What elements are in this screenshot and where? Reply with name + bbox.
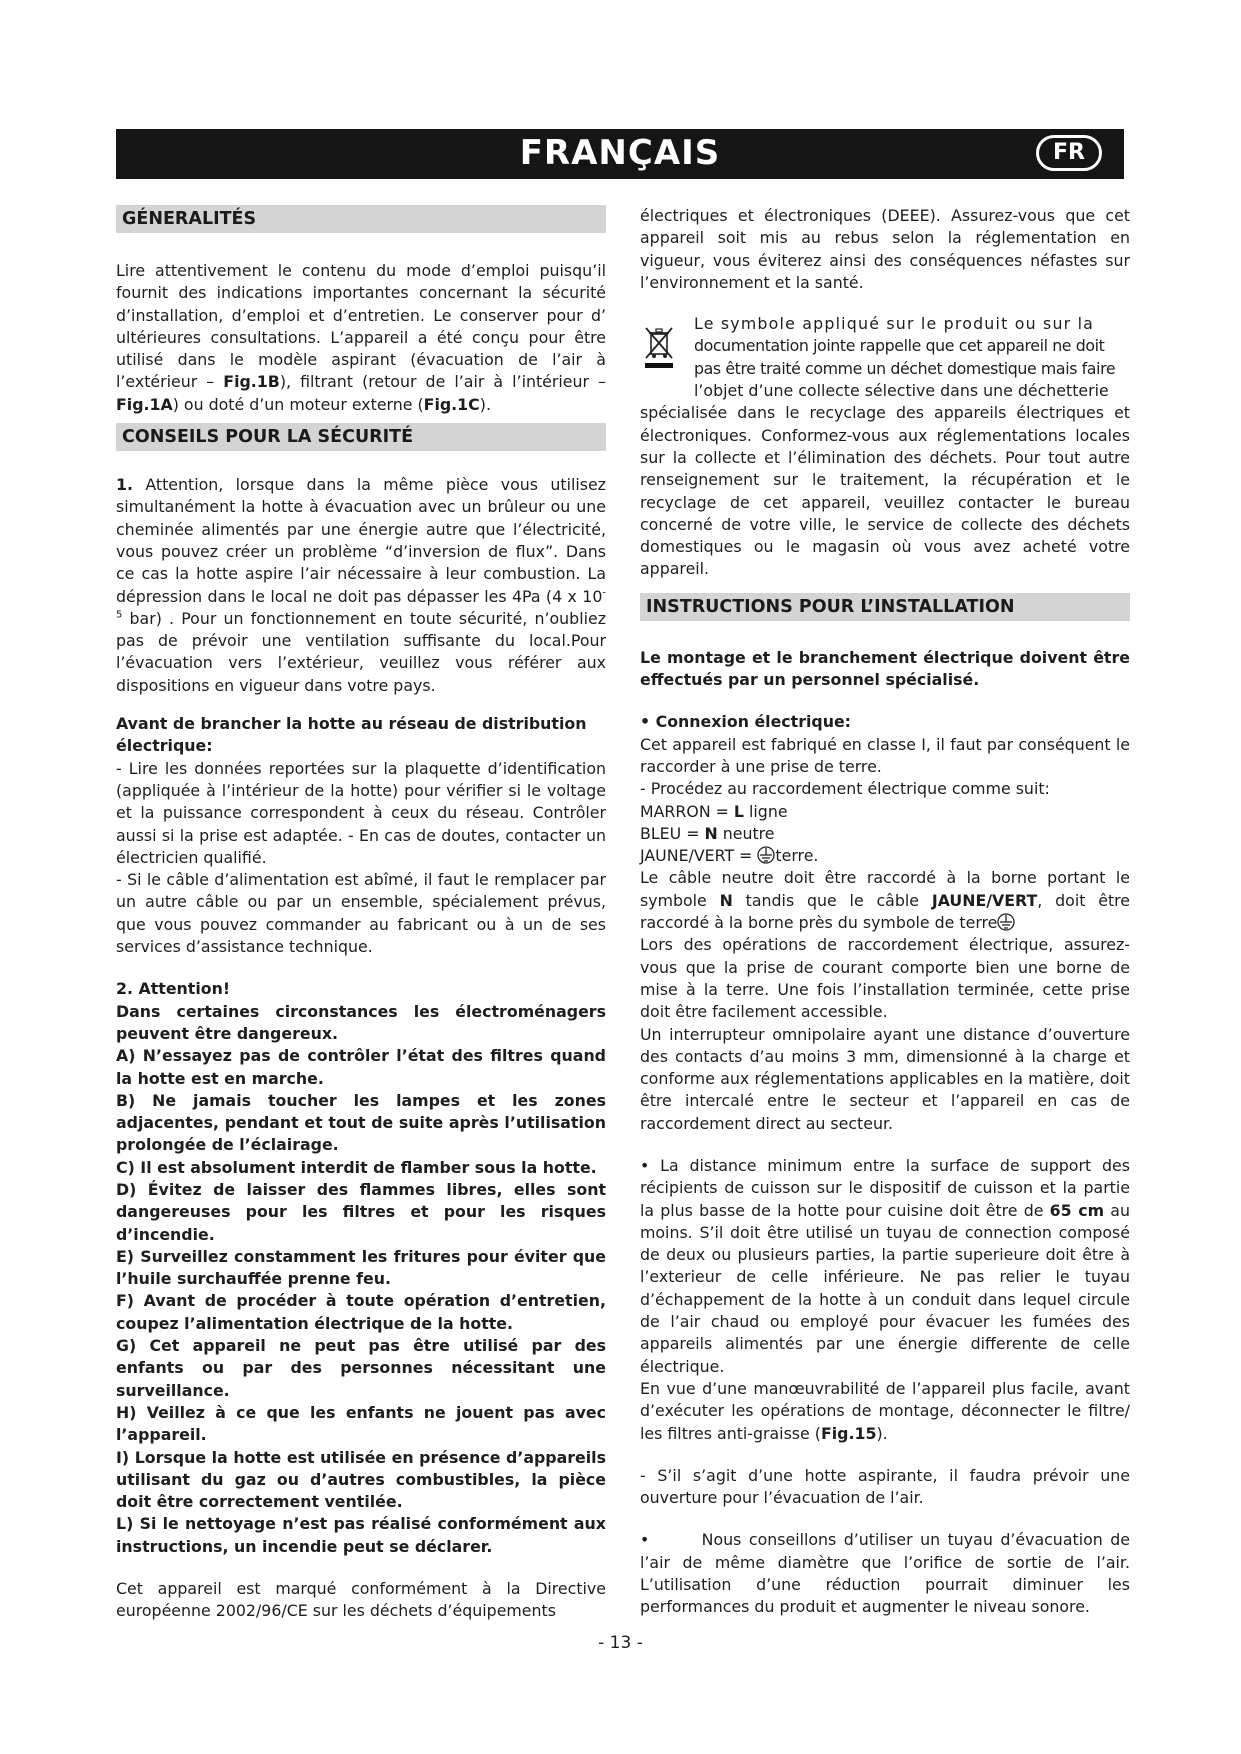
right-column: [640, 205, 1136, 1619]
crossed-bin-icon: [644, 325, 674, 369]
section-title-securite: CONSEILS POUR LA SÉCURITÉ: [116, 423, 606, 451]
installation-warning: Le montage et le branchement électrique doivent être effectués par un personnel spécialisé.: [640, 647, 1130, 690]
generalites-text: Lire attentivement le contenu du mode d’emploi puisqu’il fournit des indications importantes concernant la sécurité d’installation, d’emploi et d’entretien. Le conserver pour d’ ultérieures consultations. L’appareil a été conçu pour être utilisé dans le modèle aspirant (évacuation de l’air à l’extérieur – Fig.1B), filtrant (retour de l’air à l’intérieur – Fig.1A) ou doté d’un moteur externe (Fig.1C).: [116, 261, 606, 414]
weee-paragraph: [640, 313, 1130, 581]
attention-item-c: C) Il est absolument interdit de flamber sous la hotte.: [116, 1157, 597, 1177]
page-title: FRANÇAIS: [519, 133, 721, 173]
attention-item-b: B) Ne jamais toucher les lampes et les zones adjacentes, pendant et tout de suite après l’utilisation prolongée de l’éclairage.: [116, 1090, 606, 1155]
earth-symbol-icon-2: [997, 913, 1015, 931]
connexion-text-1: Cet appareil est fabriqué en classe I, il faut par conséquent le raccorder à une prise de terre.: [640, 734, 1130, 776]
attention-item-f: F) Avant de procéder à toute opération d’entretien, coupez l’alimentation électrique de la hotte.: [116, 1291, 606, 1333]
connexion-title: • Connexion électrique:: [640, 712, 851, 732]
manoeuvrabilite-text: En vue d’une manœuvrabilité de l’appareil plus facile, avant d’exécuter les opérations de montage, déconnecter le filtre/ les filtres anti-graisse (Fig.15).: [640, 1378, 1130, 1443]
weee-line-1: Le symbole appliqué sur le produit ou sur la: [694, 314, 1095, 334]
deee-intro: Cet appareil est marqué conformément à la Directive européenne 2002/96/CE sur les déchets d’équipements: [116, 1579, 606, 1621]
weee-line-2: documentation jointe rappelle que cet appareil ne doit: [694, 336, 1105, 356]
weee-line-3: pas être traité comme un déchet domestique mais faire: [694, 358, 1116, 378]
tuyau-text: • Nous conseillons d’utiliser un tuyau d’évacuation de l’air de même diamètre que l’orifice de sortie de l’air. L’utilisation d’une réduction pourrait diminuer les performances du produit et augmenter le niveau sonore.: [640, 1530, 1136, 1617]
attention-title: 2. Attention!: [116, 979, 231, 999]
page-number: - 13 -: [598, 1633, 643, 1653]
language-banner: [116, 129, 1124, 179]
connexion-text-3: Lors des opérations de raccordement électrique, assurez-vous que la prise de courant comporte bien une borne de mise à la terre. Une fois l’installation terminée, cette prise doit être facilement accessible.: [640, 935, 1130, 1022]
safety-point-1: 1. Attention, lorsque dans la même pièce vous utilisez simultanément la hotte à évacuation avec un brûleur ou une cheminée alimentés par une énergie autre que l’électricité, vous pouvez créer un problème “d’inversion de flux”. Dans ce cas la hotte aspire l’air nécessaire à leur combustion. La dépression dans le local ne doit pas dépasser les 4Pa (4 x $10^{-5}$ bar) . Pour un fonctionnement en toute sécurité, n’oubliez pas de prévoir une ventilation suffisante du local.Pour l’évacuation vers l’extérieur, veuillez vous référer aux dispositions en vigueur dans votre pays.: [116, 475, 606, 695]
attention-intro: Dans certaines circonstances les électroménagers peuvent être dangereux.: [116, 1001, 606, 1043]
electrical-warning-title: Avant de brancher la hotte au réseau de distribution électrique:: [116, 714, 587, 756]
attention-item-l: L) Si le nettoyage n’est pas réalisé conformément aux instructions, un incendie peut se déclarer.: [116, 1514, 606, 1556]
wire-bleu: BLEU = N neutre: [640, 823, 775, 843]
attention-item-d: D) Évitez de laisser des flammes libres, elles sont dangereuses pour les filtres et pour les risques d’incendie.: [116, 1179, 606, 1244]
left-column: [116, 205, 606, 1623]
aspirante-text: - S’il s’agit d’une hotte aspirante, il faudra prévoir une ouverture pour l’évacuation de l’air.: [640, 1465, 1130, 1508]
attention-item-h: H) Veillez à ce que les enfants ne jouent pas avec l’appareil.: [116, 1402, 606, 1445]
attention-item-i: I) Lorsque la hotte est utilisée en présence d’appareils utilisant du gaz ou d’autres combustibles, la pièce doit être correctement ventilée.: [116, 1447, 606, 1512]
neutre-text: Le câble neutre doit être raccordé à la borne portant le symbole N tandis que le câble JAUNE/VERT, doit être raccordé à la borne près du symbole de terre: [640, 868, 1131, 933]
connexion-text-2: - Procédez au raccordement électrique comme suit:: [640, 779, 1050, 799]
weee-line-4: l’objet d’une collecte sélective dans une déchetterie: [694, 381, 1109, 401]
section-title-generalites: GÉNERALITÉS: [116, 205, 606, 233]
wire-marron: MARRON = L ligne: [640, 801, 788, 821]
connexion-text-4: Un interrupteur omnipolaire ayant une distance d’ouverture des contacts d’au moins 3 mm, dimensionné à la charge et conforme aux réglementations applicables en la matière, doit être intercalé entre le secteur et l’appareil en cas de raccordement direct au secteur.: [640, 1024, 1130, 1133]
attention-item-e: E) Surveillez constamment les fritures pour éviter que l’huile surchauffée prenne feu.: [116, 1246, 606, 1289]
electrical-warning-1: - Lire les données reportées sur la plaquette d’identification (appliquée à l’intérieur de la hotte) pour vérifier si le voltage et la puissance correspondent à ceux du réseau. Contrôler aussi si la prise est adaptée. - En cas de doutes, contacter un électricien qualifié.: [116, 758, 606, 867]
electrical-warning-2: - Si le câble d’alimentation est abîmé, il faut le remplacer par un autre câble ou par un ensemble, spécialement prévus, que vous pouvez commander au fabricant ou à un de ses services d’assistance technique.: [116, 870, 606, 957]
attention-item-g: G) Cet appareil ne peut pas être utilisé par des enfants ou par des personnes nécessitant une surveillance.: [116, 1336, 606, 1400]
deee-continued: électriques et électroniques (DEEE). Assurez-vous que cet appareil soit mis au rebus selon la réglementation en vigueur, vous éviterez ainsi des conséquences néfastes sur l’environnement et la santé.: [640, 206, 1130, 292]
language-badge: FR: [1036, 135, 1102, 171]
earth-symbol-icon: [757, 846, 775, 864]
wire-jaune-vert: JAUNE/VERT = terre.: [640, 846, 819, 866]
section-title-installation: INSTRUCTIONS POUR L’INSTALLATION: [640, 593, 1130, 621]
distance-text: • La distance minimum entre la surface de support des récipients de cuisson sur le dispositif de cuisson et la partie la plus basse de la hotte pour cuisine doit être de 65 cm au moins. S’il doit être utilisé un tuyau de connection composé de deux ou plusieurs parties, la partie superieure doit être à l’exterieur de celle inférieure. Ne pas relier le tuyau d’échappement de la hotte à un conduit dans lequel circule de l’air chaud ou employé pour évacuer les fumées des appareils alimentés par une énergie differente de celle électrique.: [640, 1155, 1130, 1376]
attention-item-a: A) N’essayez pas de contrôler l’état des filtres quand la hotte est en marche.: [116, 1046, 606, 1088]
weee-text: spécialisée dans le recyclage des appareils électriques et électroniques. Conformez-vous aux réglementations locales sur la collecte et l’élimination des déchets. Pour tout autre renseignement sur le traitement, la récupération et le recyclage de cet appareil, veuillez contacter le bureau concerné de votre ville, le service de collecte des déchets domestiques ou le magasin où vous avez acheté votre appareil.: [640, 403, 1130, 579]
